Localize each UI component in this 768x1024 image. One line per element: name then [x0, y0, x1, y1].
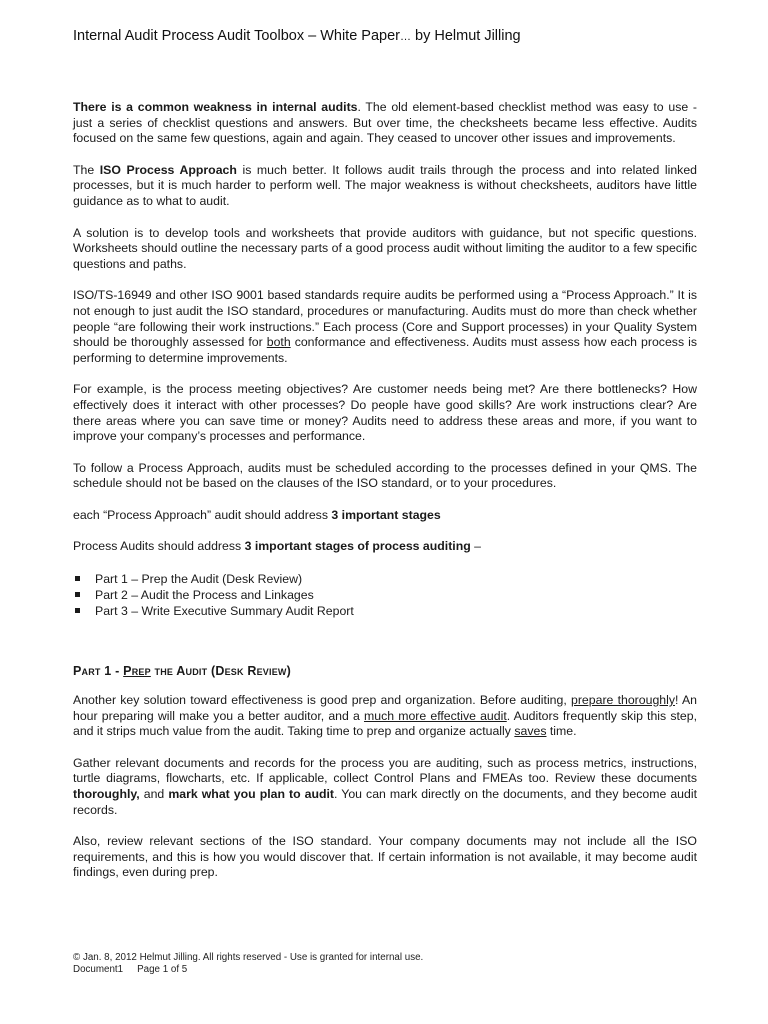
square-bullet-icon: [75, 608, 80, 613]
underlined-text: Prep: [123, 664, 151, 679]
header-ellipsis: …: [399, 31, 411, 43]
paragraph-text: is much better. It follows audit trails through the process and into related linked processes, but it is much harder to perform well. The major weakness is without checksheets, auditors have little guidance as to what to audit.: [73, 162, 697, 208]
paragraph-gather-documents: [73, 756, 697, 818]
underlined-text: saves: [514, 724, 547, 739]
underlined-text: both: [266, 335, 291, 350]
heading-text: the Audit (Desk Review): [150, 664, 291, 679]
paragraph-text: ! An hour preparing will make you a better auditor, and a: [73, 693, 697, 723]
footer-doc-name: Document1: [73, 964, 124, 975]
bold-text: ISO Process Approach: [99, 162, 237, 177]
list-item: [73, 571, 697, 587]
document-body: [73, 100, 697, 897]
square-bullet-icon: [75, 576, 80, 581]
paragraph-solution: A solution is to develop tools and worksheets that provide auditors with guidance, but not specific questions. Worksheets should outline the necessary parts of a good process audit without limiting the auditor to a few specific questions and paths.: [73, 225, 697, 271]
paragraph-process-audits-address: [73, 539, 697, 555]
list-item-text: Part 3 – Write Executive Summary Audit Report: [95, 604, 354, 619]
paragraph-three-stages: [73, 508, 697, 524]
paragraph-text: . The old element-based checklist method was easy to use - just a series of checklist questions and answers. But over time, the checksheets became less effective. Audits focused on the same few questions, again and again. They ceased to uncover other issues and improvements.: [73, 100, 697, 146]
paragraph-text: ISO/TS-16949 and other ISO 9001 based standards require audits be performed using a “Process Approach.” It is not enough to just audit the ISO standard, procedures or manufacturing. Audits must do more than check whether people “are following their work instructions.” Each process (Core and Support processes) in your Quality System should be thoroughly assessed for: [73, 288, 697, 350]
paragraph-iso-process-approach: [73, 163, 697, 210]
list-item: [73, 587, 697, 603]
header-title: Internal Audit Process Audit Toolbox – White Paper: [73, 28, 400, 44]
bold-text: There is a common weakness in internal audits: [73, 100, 358, 114]
part1-heading: [73, 663, 697, 679]
list-item: [73, 603, 697, 619]
footer-page-number: Page 1 of 5: [137, 964, 188, 975]
paragraph-text: conformance and effectiveness. Audits must assess how each process is performing to determine improvements.: [73, 335, 697, 365]
page-footer: [73, 952, 693, 976]
paragraph-iso-ts-16949: [73, 288, 697, 366]
paragraph-for-example: For example, is the process meeting objectives? Are customer needs being met? Are there bottlenecks? How effectively does it interact with other processes? Do people have good skills? Are work instructions clear? Are there areas where you can save time or money? Audits need to address these areas and more, if you want to improve your company’s processes and performance.: [73, 382, 697, 444]
paragraph-follow-process-approach: To follow a Process Approach, audits must be scheduled according to the processes defined in your QMS. The schedule should not be based on the clauses of the ISO standard, or to your procedures.: [73, 460, 697, 491]
footer-copyright: © Jan. 8, 2012 Helmut Jilling. All rights reserved - Use is granted for internal use.: [73, 952, 424, 963]
paragraph-text: . Auditors frequently skip this step, and it strips much value from the audit. Taking time to prep and organize actually: [73, 708, 697, 739]
list-item-text: Part 2 – Audit the Process and Linkages: [95, 588, 314, 603]
paragraph-text: . You can mark directly on the documents, and they become audit records.: [73, 787, 697, 817]
paragraph-text: and: [139, 787, 169, 802]
paragraph-text: –: [470, 539, 482, 554]
paragraph-text: each “Process Approach” audit should address: [73, 507, 332, 522]
underlined-text: much more effective audit: [363, 708, 507, 723]
bold-text: 3 important stages: [331, 507, 441, 522]
square-bullet-icon: [75, 592, 80, 597]
list-item-text: Part 1 – Prep the Audit (Desk Review): [95, 572, 303, 587]
page-header: [73, 26, 703, 47]
paragraph-text: Gather relevant documents and records for the process you are auditing, such as process metrics, instructions, turtle diagrams, flowcharts, etc. If applicable, collect Control Plans and FMEAs too. Review these documents: [73, 755, 697, 786]
footer-doc-info: [73, 964, 693, 976]
bold-text: thoroughly,: [73, 787, 140, 802]
paragraph-review-iso-standard: Also, review relevant sections of the ISO standard. Your company documents may not include all the ISO requirements, and this is how you would discover that. If certain information is not available, it may become audit findings, even during prep.: [73, 834, 697, 880]
paragraph-key-solution: [73, 693, 697, 740]
bold-text: 3 important stages of process auditing: [244, 539, 471, 554]
parts-list: [73, 571, 697, 619]
paragraph-text: time.: [546, 724, 577, 739]
paragraph-text: Another key solution toward effectiveness is good prep and organization. Before auditing,: [73, 693, 571, 708]
bold-text: mark what you plan to audit: [168, 787, 335, 802]
header-author: by Helmut Jilling: [410, 28, 521, 44]
underlined-text: prepare thoroughly: [571, 693, 676, 708]
paragraph-text: The: [73, 162, 100, 177]
paragraph-common-weakness: [73, 100, 697, 147]
heading-text: Part 1 -: [73, 664, 124, 679]
paragraph-text: Process Audits should address: [73, 539, 245, 554]
